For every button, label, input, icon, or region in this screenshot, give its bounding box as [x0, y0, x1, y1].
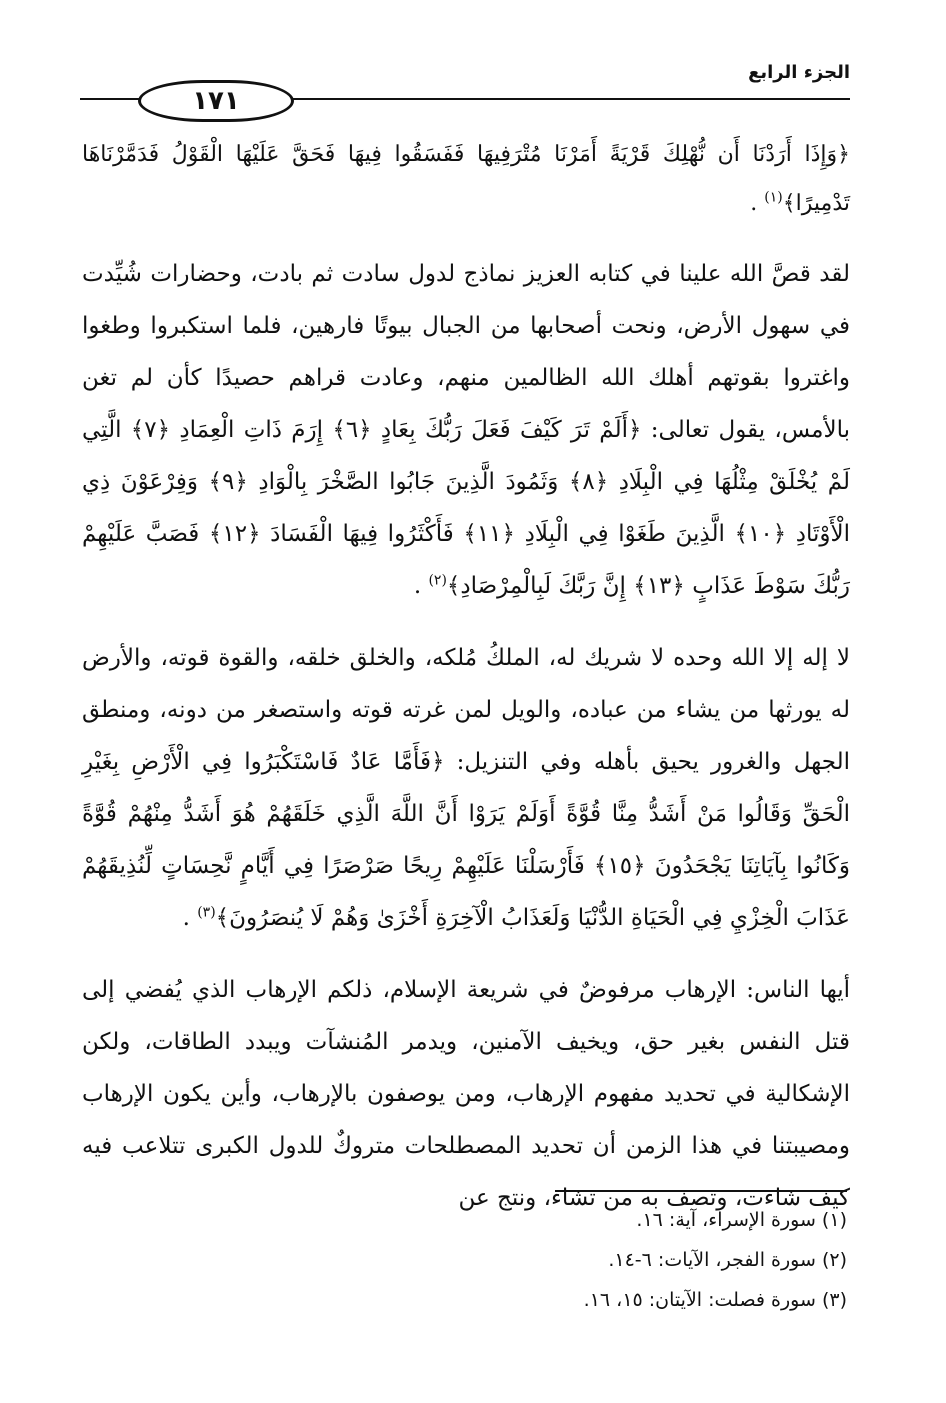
- paragraph-2: [82, 248, 850, 612]
- footnote-ref: (١): [764, 189, 783, 206]
- page-header: [80, 56, 850, 116]
- paragraph-4: [82, 964, 850, 1224]
- page-number: ١٧١: [138, 80, 294, 122]
- footnote-ref: (٢): [428, 572, 447, 589]
- paragraph-text: لا إله إلا الله وحده لا شريك له، الملكُ مُلكه، والخلق خلقه، والقوة قوته، والأرض له يورثها من يشاء من عباده، والويل لمن غرته قوته واستصغر من دونه، ومنطق الجهل والغرور يحيق بأهله وفي التنزيل: ﴿فَأَمَّا عَادٌ فَاسْتَكْبَرُوا فِي الْأَرْضِ بِغَيْرِ الْحَقِّ وَقَالُوا مَنْ أَشَدُّ مِنَّا قُوَّةً أَوَلَمْ يَرَوْا أَنَّ اللَّهَ الَّذِي خَلَقَهُمْ هُوَ أَشَدُّ مِنْهُمْ قُوَّةً وَكَانُوا بِآيَاتِنَا يَجْحَدُونَ ﴿١٥﴾ فَأَرْسَلْنَا عَلَيْهِمْ رِيحًا صَرْصَرًا فِي أَيَّامٍ نَّحِسَاتٍ لِّنُذِيقَهُمْ عَذَابَ الْخِزْيِ فِي الْحَيَاةِ الدُّنْيَا وَلَعَذَابُ الْآخِرَةِ أَخْزَىٰ وَهُمْ لَا يُنصَرُونَ﴾: [82, 645, 851, 931]
- footnote-divider: [555, 1190, 847, 1192]
- paragraph-verse-1: [82, 130, 850, 228]
- paragraph-3: [82, 632, 850, 944]
- paragraph-tail: .: [750, 191, 758, 216]
- paragraph-tail: .: [413, 573, 422, 599]
- paragraph-text: لقد قصَّ الله علينا في كتابه العزيز نماذج لدول سادت ثم بادت، وحضارات شُيِّدت في سهول الأرض، ونحت أصحابها من الجبال بيوتًا فارهين، فلما استكبروا وطغوا واغتروا بقوتهم أهلك الله الظالمين منهم، وعادت قراهم حصيدًا كأن لم تغن بالأمس، يقول تعالى: ﴿أَلَمْ تَرَ كَيْفَ فَعَلَ رَبُّكَ بِعَادٍ ﴿٦﴾ إِرَمَ ذَاتِ الْعِمَادِ ﴿٧﴾ الَّتِي لَمْ يُخْلَقْ مِثْلُهَا فِي الْبِلَادِ ﴿٨﴾ وَثَمُودَ الَّذِينَ جَابُوا الصَّخْرَ بِالْوَادِ ﴿٩﴾ وَفِرْعَوْنَ ذِي الْأَوْتَادِ ﴿١٠﴾ الَّذِينَ طَغَوْا فِي الْبِلَادِ ﴿١١﴾ فَأَكْثَرُوا فِيهَا الْفَسَادَ ﴿١٢﴾ فَصَبَّ عَلَيْهِمْ رَبُّكَ سَوْطَ عَذَابٍ ﴿١٣﴾ إِنَّ رَبَّكَ لَبِالْمِرْصَادِ﴾: [82, 261, 851, 599]
- paragraph-text: أيها الناس: الإرهاب مرفوضٌ في شريعة الإسلام، ذلكم الإرهاب الذي يُفضي إلى قتل النفس بغير حق، ويخيف الآمنين، ويدمر المُنشآت ويبدد الطاقات، ولكن الإشكالية في تحديد مفهوم الإرهاب، ومن يوصفون بالإرهاب، وأين يكون الإرهاب ومصيبتنا في هذا الزمن أن تحديد المصطلحات متروكٌ للدول الكبرى تتلاعب فيه كيف شاءت، وتصف به من تشاء، ونتج عن: [82, 977, 850, 1211]
- part-title: الجزء الرابع: [748, 62, 850, 83]
- footnote-3: (٣) سورة فصلت: الآيتان: ١٥، ١٦.: [583, 1289, 847, 1311]
- footnote-2: (٢) سورة الفجر، الآيات: ٦-١٤.: [608, 1249, 847, 1271]
- paragraph-text: ﴿وَإِذَا أَرَدْنَا أَن نُّهْلِكَ قَرْيَةً أَمَرْنَا مُتْرَفِيهَا فَفَسَقُوا فِيهَا فَحَقَّ عَلَيْهَا الْقَوْلُ فَدَمَّرْنَاهَا تَدْمِيرًا﴾: [82, 142, 850, 216]
- paragraph-tail: .: [182, 905, 190, 931]
- main-text: [82, 130, 850, 1244]
- footnote-1: (١) سورة الإسراء، آية: ١٦.: [636, 1209, 847, 1231]
- footnotes: [300, 1200, 847, 1320]
- footnote-ref: (٣): [197, 904, 216, 921]
